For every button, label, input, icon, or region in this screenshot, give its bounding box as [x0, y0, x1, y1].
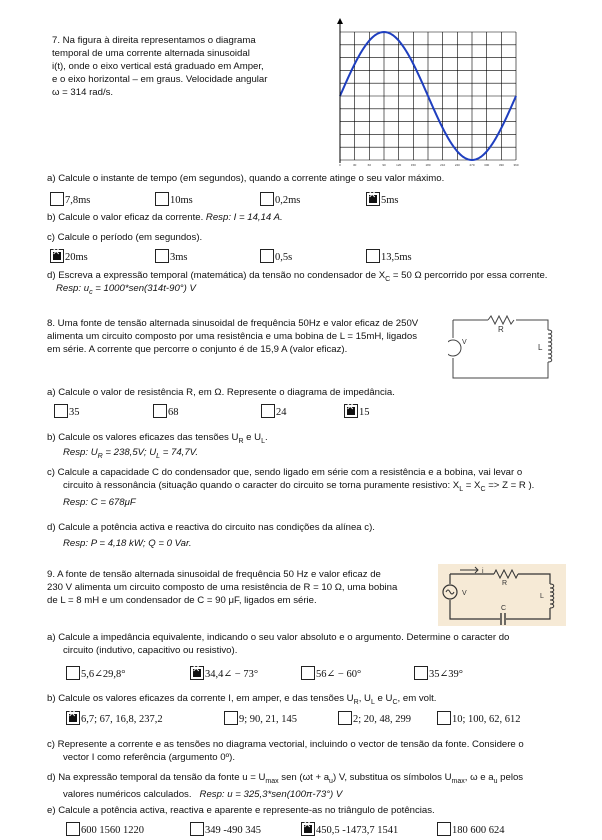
q8c-line2: circuito à ressonância (situação quando o caracter do circuito se torna puramente resistivo: X — [63, 480, 460, 491]
q7b-question — [47, 211, 283, 224]
subscript: c — [89, 288, 93, 296]
q9a-option[interactable] — [66, 666, 126, 680]
option-label: 5,6∠29,8° — [81, 669, 126, 680]
option-label: 600 1560 1220 — [81, 825, 144, 836]
option-label: 10ms — [170, 195, 193, 206]
subscript: R — [353, 698, 359, 706]
y-axis-arrow — [337, 18, 343, 24]
q8c-end: => Z = R ). — [485, 480, 535, 491]
q7a-option[interactable] — [260, 192, 300, 206]
q8-intro-line: alimenta um circuito composto por uma resistência e uma bobina de L = 15mH, ligados — [47, 331, 417, 342]
q9d-text: ) V, substitua os símbolos U — [332, 772, 452, 783]
checkbox-checked[interactable] — [301, 822, 315, 836]
source-symbol — [448, 340, 461, 356]
q7c-option[interactable] — [50, 249, 88, 263]
q8a-question: a) Calcule o valor de resistência R, em Ω. Represente o diagrama de impedância. — [47, 387, 395, 398]
option-label: 3ms — [170, 252, 188, 263]
q7b-text: b) Calcule o valor eficaz da corrente. — [47, 212, 204, 223]
q9b-option[interactable] — [338, 711, 411, 725]
checkbox[interactable] — [261, 404, 275, 418]
subscript: C — [385, 275, 391, 283]
q9b-option[interactable] — [224, 711, 297, 725]
q8-intro-line: 8. Uma fonte de tensão alternada sinusoidal de frequência 50Hz e valor eficaz de 250V — [47, 318, 419, 329]
x-tick-label: 120 — [396, 163, 402, 167]
q8a-option[interactable] — [54, 404, 80, 418]
x-tick-label: 360 — [513, 163, 519, 167]
q7-intro — [52, 34, 267, 99]
q9e-option[interactable] — [190, 822, 261, 836]
q8b-end: . — [265, 432, 268, 443]
q9b-end: , em volt. — [397, 693, 437, 704]
subscript: L — [261, 437, 266, 445]
subscript: C — [392, 698, 398, 706]
q8b-answer — [63, 446, 198, 463]
resp-end: = 74,7V. — [160, 447, 199, 458]
q9e-option[interactable] — [66, 822, 144, 836]
q8c-mid: = X — [463, 480, 481, 491]
q9b-sep: e U — [374, 693, 393, 704]
q9c-line: vector I como referência (argumento 0º). — [63, 752, 235, 763]
q8c-answer: Resp: C = 678μF — [63, 497, 136, 508]
q7d-text2: = 50 Ω percorrido por essa corrente. — [390, 270, 548, 281]
q9d-text: , ω e a — [464, 772, 494, 783]
q9d-text: valores numéricos calculados. — [63, 788, 192, 800]
q7b-answer: Resp: I = 14,14 A. — [205, 212, 283, 223]
q9b-text: b) Calcule os valores eficazes da corrente I, em amper, e das tensões U — [47, 693, 354, 704]
resistor-label: R — [502, 580, 508, 587]
q7-intro-line: ω = 314 rad/s. — [52, 87, 114, 98]
x-tick-label: 270 — [469, 163, 475, 167]
q9d-answer: Resp: u = 325,3*sen(100π-73°) V — [199, 788, 343, 800]
q8d-answer: Resp: P = 4,18 kW; Q = 0 Var. — [63, 538, 192, 549]
q8-intro-line: em série. A corrente que percorre o conjunto é de 15,9 A (valor eficaz). — [47, 344, 348, 355]
checkbox[interactable] — [50, 192, 64, 206]
x-tick-label: 60 — [367, 163, 372, 167]
q9b-option[interactable] — [66, 711, 163, 725]
subscript: R — [97, 452, 103, 460]
q9a-option[interactable] — [190, 666, 258, 680]
x-tick-label: 240 — [454, 163, 460, 167]
source-label: V — [462, 339, 467, 346]
q7a-question: a) Calcule o instante de tempo (em segundos), quando a corrente atinge o seu valor máximo. — [47, 173, 445, 184]
inductor-symbol — [548, 330, 552, 362]
q7-sine-chart — [322, 18, 522, 170]
q9e-question: e) Calcule a potência activa, reactiva e aparente e represente-as no triângulo de potências. — [47, 805, 435, 816]
checkbox-checked[interactable] — [190, 666, 204, 680]
subscript: L — [459, 485, 464, 493]
option-label: 450,5 -1473,7 1541 — [316, 825, 399, 836]
q9-intro-line: de L = 8 mH e um condensador de C = 90 μF, ligados em série. — [47, 595, 317, 606]
q9-circuit-diagram — [438, 564, 566, 626]
subscript: u — [493, 777, 498, 785]
checkbox[interactable] — [338, 711, 352, 725]
subscript: L — [156, 452, 161, 460]
q9c-question — [47, 738, 524, 764]
option-label: 2; 20, 48, 299 — [353, 714, 412, 725]
x-tick-label: 0 — [339, 163, 341, 167]
subscript: R — [238, 437, 244, 445]
x-tick-label: 90 — [382, 163, 386, 167]
option-label: 56∠ − 60° — [316, 669, 362, 680]
q9-intro-line: 230 V alimenta um circuito composto de uma resistência de R = 10 Ω, uma bobina — [47, 582, 398, 593]
q9d-text: d) Na expressão temporal da tensão da fonte u = U — [47, 772, 266, 783]
option-label: 24 — [276, 407, 287, 418]
checkbox[interactable] — [301, 666, 315, 680]
checkbox[interactable] — [437, 822, 451, 836]
q8a-option[interactable] — [344, 404, 370, 418]
q9c-line: c) Represente a corrente e as tensões no diagrama vectorial, incluindo o vector de tensão da fonte. Considere o — [47, 739, 524, 750]
subscript: C — [480, 485, 486, 493]
q7-intro-line: e o eixo horizontal – em graus. Velocidade angular — [52, 74, 268, 85]
option-label: 180 600 624 — [452, 825, 505, 836]
q9b-question — [47, 692, 436, 709]
checkbox[interactable] — [366, 249, 380, 263]
checkbox[interactable] — [190, 822, 204, 836]
resp-mid: = 238,5V; U — [102, 447, 157, 458]
checkbox[interactable] — [260, 192, 274, 206]
resistor-symbol — [488, 316, 514, 324]
q7-intro-line: 7. Na figura à direita representamos o diagrama — [52, 35, 256, 46]
q7d-answer — [56, 282, 196, 299]
q7c-option[interactable] — [260, 249, 292, 263]
q9e-option[interactable] — [301, 822, 398, 836]
q7c-option[interactable] — [366, 249, 412, 263]
option-label: 35∠39° — [429, 669, 463, 680]
source-label: V — [462, 590, 467, 597]
resistor-label: R — [498, 325, 504, 334]
q9e-option[interactable] — [437, 822, 505, 836]
x-tick-label: 210 — [440, 163, 446, 167]
option-label: 20ms — [65, 252, 88, 263]
q8a-option[interactable] — [261, 404, 287, 418]
q9d-question — [47, 771, 523, 801]
x-tick-label: 30 — [352, 163, 357, 167]
option-label: 9; 90, 21, 145 — [239, 714, 298, 725]
checkbox[interactable] — [155, 192, 169, 206]
q7-intro-line: temporal de uma corrente alternada sinusoidal — [52, 48, 250, 59]
q8c-line — [47, 479, 534, 496]
q7c-question: c) Calcule o período (em segundos). — [47, 232, 203, 243]
checkbox-checked[interactable] — [50, 249, 64, 263]
checkbox[interactable] — [153, 404, 167, 418]
checkbox[interactable] — [66, 666, 80, 680]
checkbox[interactable] — [155, 249, 169, 263]
q8d-question: d) Calcule a potência activa e reactiva do circuito nas condições da alínea c). — [47, 522, 375, 533]
checkbox-checked[interactable] — [344, 404, 358, 418]
resp-prefix: Resp: U — [63, 447, 98, 458]
subscript: max — [265, 777, 279, 785]
option-label: 15 — [359, 407, 370, 418]
option-label: 5ms — [381, 195, 399, 206]
capacitor-label: C — [501, 605, 507, 612]
q7a-option[interactable] — [366, 192, 399, 206]
x-tick-label: 180 — [425, 163, 431, 167]
option-label: 0,2ms — [275, 195, 301, 206]
option-label: 349 -490 345 — [205, 825, 261, 836]
option-label: 68 — [168, 407, 179, 418]
option-label: 7,8ms — [65, 195, 91, 206]
q9d-line — [47, 788, 523, 801]
q7c-option[interactable] — [155, 249, 188, 263]
checkbox[interactable] — [54, 404, 68, 418]
option-label: 6,7; 67, 16,8, 237,2 — [81, 714, 163, 725]
resp-value: = 1000*sen(314t-90°) V — [92, 283, 196, 294]
checkbox-checked[interactable] — [66, 711, 80, 725]
q8a-option[interactable] — [153, 404, 179, 418]
q9a-question — [47, 631, 509, 657]
q7a-option[interactable] — [155, 192, 193, 206]
option-label: 0,5s — [275, 252, 293, 263]
checkbox[interactable] — [224, 711, 238, 725]
q7d-text: d) Escreva a expressão temporal (matemática) da tensão no condensador de X — [47, 270, 386, 281]
subscript: max — [451, 777, 465, 785]
x-tick-label: 150 — [410, 163, 416, 167]
q8c-question — [47, 466, 534, 496]
q8c-line: c) Calcule a capacidade C do condensador que, sendo ligado em série com a resistência e a bobina, vai levar o — [47, 467, 523, 478]
q9a-option[interactable] — [414, 666, 463, 680]
option-label: 35 — [69, 407, 80, 418]
q9d-line — [47, 771, 523, 788]
subscript: L — [370, 698, 375, 706]
option-label: 10; 100, 62, 612 — [452, 714, 521, 725]
inductor-label: L — [540, 593, 544, 600]
q7-intro-line: i(t), onde o eixo vertical está graduado em Amper, — [52, 61, 264, 72]
x-tick-label: 330 — [498, 163, 504, 167]
checkbox[interactable] — [66, 822, 80, 836]
q9a-line: a) Calcule a impedância equivalente, indicando o seu valor absoluto e o argumento. Determine o caracter do — [47, 632, 510, 643]
q8-circuit-diagram — [448, 310, 558, 382]
q9b-option[interactable] — [437, 711, 521, 725]
resp-prefix: Resp: u — [56, 283, 90, 294]
q9a-option[interactable] — [301, 666, 361, 680]
current-label: i — [482, 568, 484, 575]
q8b-mid: e U — [243, 432, 262, 443]
checkbox-checked[interactable] — [366, 192, 380, 206]
checkbox[interactable] — [437, 711, 451, 725]
option-label: 13,5ms — [381, 252, 412, 263]
q7a-option[interactable] — [50, 192, 90, 206]
x-tick-label: 300 — [484, 163, 490, 167]
checkbox[interactable] — [414, 666, 428, 680]
q8b-text: b) Calcule os valores eficazes das tensões U — [47, 432, 239, 443]
option-label: 34,4∠ − 73° — [205, 669, 259, 680]
subscript: u — [329, 777, 333, 785]
q9a-line: circuito (indutivo, capacitivo ou resistivo). — [63, 645, 238, 656]
q9-intro-line: 9. A fonte de tensão alternada sinusoidal de frequência 50 Hz e valor eficaz de — [47, 569, 381, 580]
inductor-label: L — [538, 343, 543, 352]
q9d-text: sen (ωt + a — [278, 772, 330, 783]
q9d-text: pelos — [497, 772, 524, 783]
checkbox[interactable] — [260, 249, 274, 263]
q9-intro — [47, 568, 397, 607]
q8-intro — [47, 317, 418, 356]
q9b-sep: , U — [358, 693, 371, 704]
